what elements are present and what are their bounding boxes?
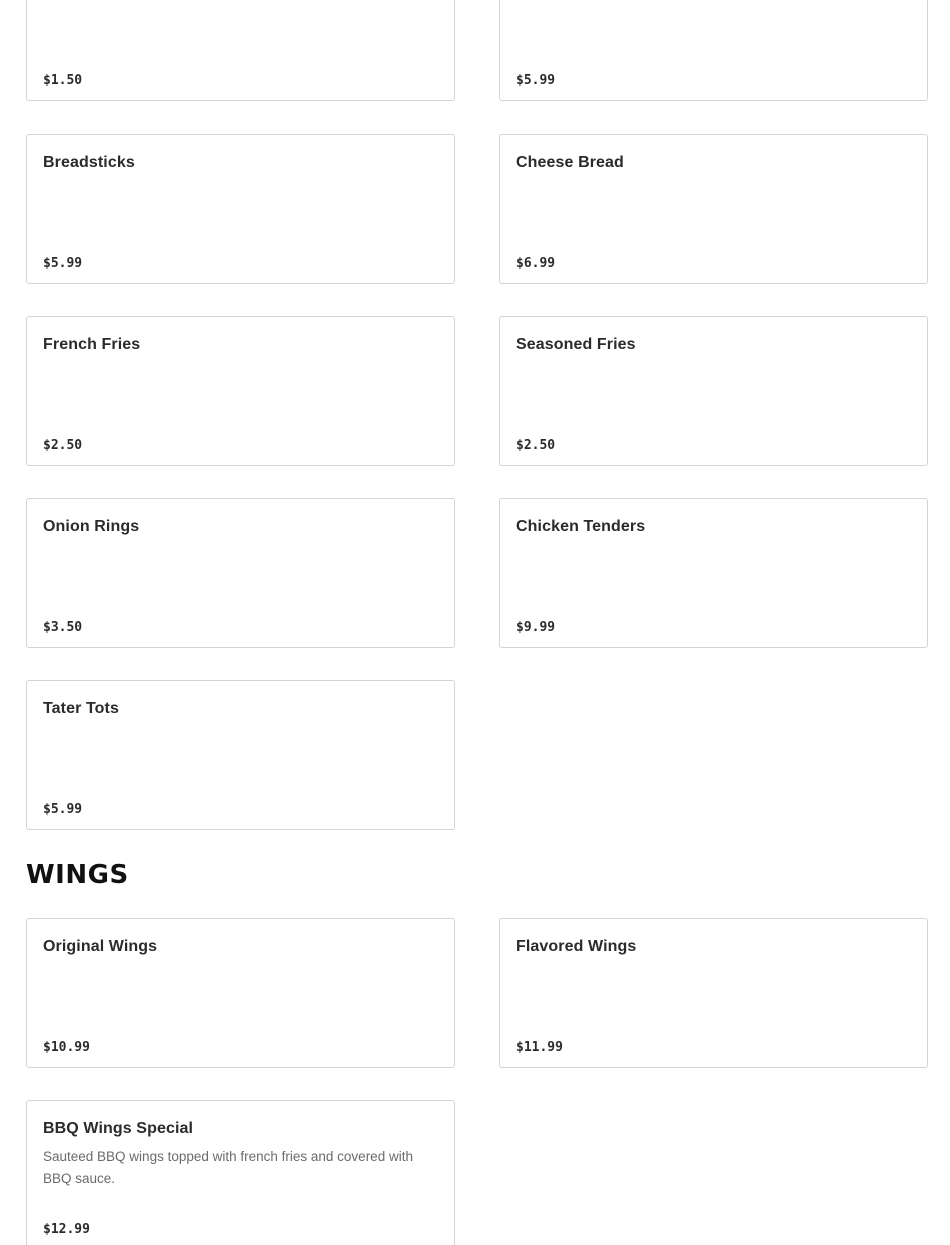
menu-item-card[interactable] — [26, 498, 455, 648]
item-name: Breadsticks — [43, 154, 135, 171]
menu-item-card[interactable] — [26, 1100, 455, 1245]
item-price: $2.50 — [43, 438, 83, 453]
menu-item-card[interactable] — [26, 918, 455, 1068]
item-price: $12.99 — [43, 1222, 90, 1237]
item-name: Flavored Wings — [516, 938, 637, 955]
menu-item-card[interactable] — [499, 498, 928, 648]
item-name: Onion Rings — [43, 518, 140, 535]
item-name: Cheese Bread — [516, 154, 624, 171]
menu-item-card[interactable] — [499, 0, 928, 101]
item-price: $9.99 — [516, 620, 556, 635]
item-name: Seasoned Fries — [516, 336, 636, 353]
menu-item-card[interactable] — [499, 918, 928, 1068]
item-description: Sauteed BBQ wings topped with french fries and covered with BBQ sauce. — [43, 1149, 413, 1186]
item-price: $6.99 — [516, 256, 556, 271]
item-price: $10.99 — [43, 1040, 90, 1055]
item-name: French Fries — [43, 336, 141, 353]
item-name: Chicken Tenders — [516, 518, 646, 535]
menu-item-card[interactable] — [26, 134, 455, 284]
menu-item-card[interactable] — [26, 0, 455, 101]
menu-item-card[interactable] — [499, 134, 928, 284]
menu-item-card[interactable] — [26, 680, 455, 830]
item-price: $2.50 — [516, 438, 556, 453]
item-price: $3.50 — [43, 620, 83, 635]
item-price: $5.99 — [43, 802, 83, 817]
section-title-wings: WINGS — [26, 860, 129, 890]
menu-item-card[interactable] — [26, 316, 455, 466]
item-name: Original Wings — [43, 938, 158, 955]
item-name: Tater Tots — [43, 700, 119, 717]
menu-item-card[interactable] — [499, 316, 928, 466]
item-price: $5.99 — [43, 256, 83, 271]
item-price: $11.99 — [516, 1040, 563, 1055]
item-price: $5.99 — [516, 73, 556, 88]
item-price: $1.50 — [43, 73, 83, 88]
item-name: BBQ Wings Special — [43, 1120, 194, 1137]
